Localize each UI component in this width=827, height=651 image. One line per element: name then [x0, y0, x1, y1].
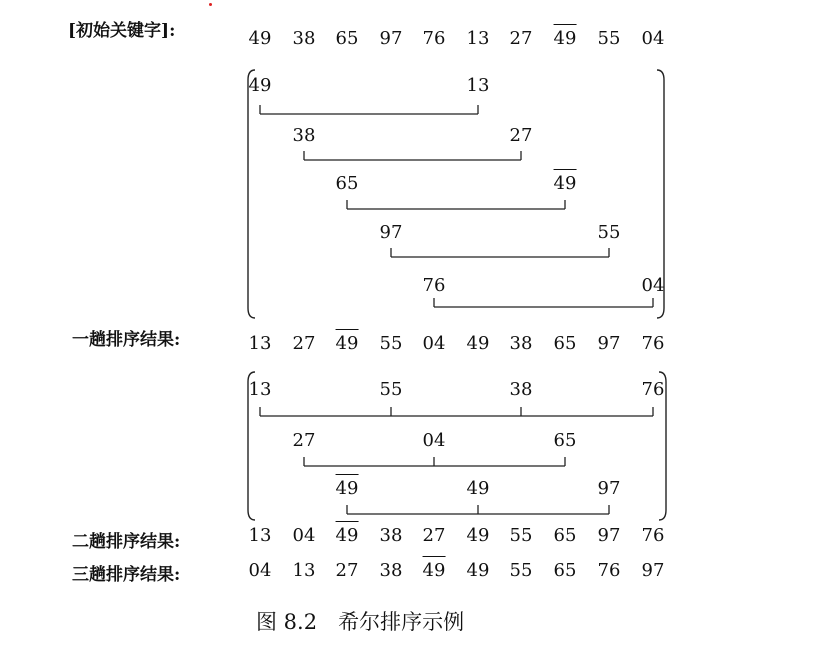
key-pass3-6: 55: [509, 560, 533, 581]
key-initial-8: 55: [597, 28, 621, 49]
label-pass-1: 一趟排序结果:: [72, 330, 181, 350]
key-pass1-8: 97: [597, 333, 621, 354]
key-pass2-8: 97: [597, 525, 621, 546]
overline-mark: [336, 329, 359, 330]
key-pass3-5: 49: [466, 560, 490, 581]
group-groups2-0-key-3: 76: [641, 379, 665, 400]
key-pass1-2: 49: [336, 335, 359, 353]
group-groups2-1-key-0: 27: [292, 430, 316, 451]
key-pass1-9: 76: [641, 333, 665, 354]
group-groups1-1-key-0: 38: [292, 125, 316, 146]
key-initial-9: 04: [641, 28, 665, 49]
group-groups1-3-key-0: 97: [379, 222, 403, 243]
group-groups2-1-key-2: 65: [553, 430, 577, 451]
key-pass2-6: 55: [509, 525, 533, 546]
key-pass2-7: 65: [553, 525, 577, 546]
key-pass1-6: 38: [509, 333, 533, 354]
key-initial-7: 49: [554, 30, 577, 48]
key-initial-5: 13: [466, 28, 490, 49]
group-groups2-0-key-2: 38: [509, 379, 533, 400]
overline-mark: [423, 556, 446, 557]
label-initial-keys: [初始关键字]:: [68, 21, 176, 41]
group-groups1-1-key-1: 27: [509, 125, 533, 146]
key-pass3-1: 13: [292, 560, 316, 581]
key-pass1-5: 49: [466, 333, 490, 354]
label-pass-3: 三趟排序结果:: [72, 565, 181, 585]
key-pass2-4: 27: [422, 525, 446, 546]
group-groups1-0-key-0: 49: [248, 75, 272, 96]
key-initial-4: 76: [422, 28, 446, 49]
key-pass3-3: 38: [379, 560, 403, 581]
key-pass2-0: 13: [248, 525, 272, 546]
group-groups2-2-key-1: 49: [466, 478, 490, 499]
overline-mark: [336, 521, 359, 522]
key-pass3-7: 65: [553, 560, 577, 581]
group-groups2-1-key-1: 04: [422, 430, 446, 451]
key-pass3-2: 27: [335, 560, 359, 581]
group-groups1-0-key-1: 13: [466, 75, 490, 96]
group-groups1-4-key-1: 04: [641, 275, 665, 296]
overline-mark: [336, 474, 359, 475]
group-groups1-2-key-1: 49: [554, 175, 577, 193]
key-initial-0: 49: [248, 28, 272, 49]
group-groups2-0-key-0: 13: [248, 379, 272, 400]
key-pass2-9: 76: [641, 525, 665, 546]
group-groups1-3-key-1: 55: [597, 222, 621, 243]
key-pass3-8: 76: [597, 560, 621, 581]
overline-mark: [554, 169, 577, 170]
group-groups1-2-key-0: 65: [335, 173, 359, 194]
group-groups2-2-key-2: 97: [597, 478, 621, 499]
key-pass1-1: 27: [292, 333, 316, 354]
key-pass1-7: 65: [553, 333, 577, 354]
key-pass3-4: 49: [423, 562, 446, 580]
label-pass-2: 二趟排序结果:: [72, 532, 181, 552]
key-pass3-0: 04: [248, 560, 272, 581]
key-pass2-2: 49: [336, 527, 359, 545]
key-pass2-5: 49: [466, 525, 490, 546]
figure-caption: 图 8.2 希尔排序示例: [256, 610, 465, 634]
key-pass2-1: 04: [292, 525, 316, 546]
key-pass2-3: 38: [379, 525, 403, 546]
bracket-left-1: [248, 70, 255, 318]
overline-mark: [554, 24, 577, 25]
group-groups1-4-key-0: 76: [422, 275, 446, 296]
key-initial-6: 27: [509, 28, 533, 49]
key-initial-2: 65: [335, 28, 359, 49]
key-initial-3: 97: [379, 28, 403, 49]
key-pass1-0: 13: [248, 333, 272, 354]
group-groups2-2-key-0: 49: [336, 480, 359, 498]
key-pass1-4: 04: [422, 333, 446, 354]
key-pass1-3: 55: [379, 333, 403, 354]
group-groups2-0-key-1: 55: [379, 379, 403, 400]
key-initial-1: 38: [292, 28, 316, 49]
key-pass3-9: 97: [641, 560, 665, 581]
